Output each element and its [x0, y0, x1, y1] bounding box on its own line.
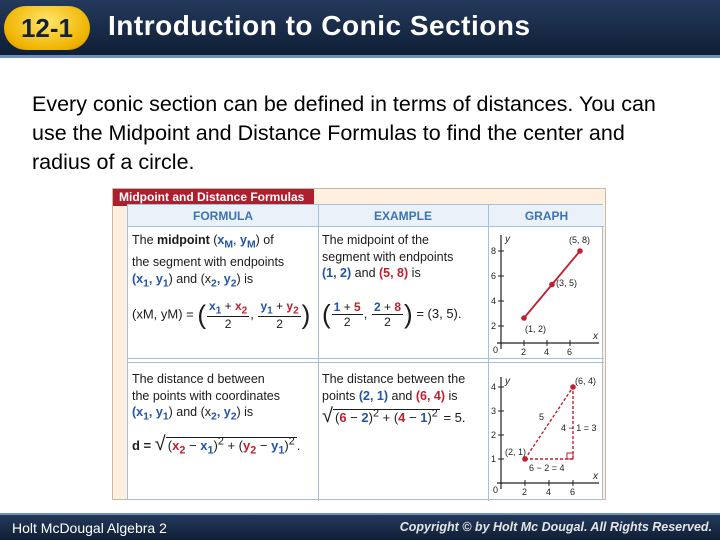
y-tick-label: 6 [491, 271, 497, 281]
footer-book-title: Holt McDougal Algebra 2 [12, 520, 167, 536]
point-label: (3, 5) [556, 278, 578, 288]
vertical-leg-label: 4 − 1 = 3 [561, 423, 597, 433]
midpoint-graph [491, 231, 603, 357]
formula-box [112, 188, 606, 500]
y-tick-label: 1 [491, 454, 497, 464]
intro-text: Every conic section can be defined in terms of distances. You can use the Midpoint and Distance Formulas to find the center and radius of a circle. [32, 92, 656, 174]
row-divider [128, 362, 604, 363]
point-label: (2, 1) [505, 447, 527, 457]
lesson-badge [4, 6, 90, 50]
y-tick-label: 2 [491, 430, 497, 440]
header-example: EXAMPLE [318, 205, 488, 227]
column-divider [318, 205, 319, 501]
y-tick-label: 4 [491, 382, 497, 392]
distance-example-text: The distance between the points (2, 1) and (6, 4) is [322, 372, 466, 403]
header-formula: FORMULA [128, 205, 318, 227]
column-divider [488, 205, 489, 501]
y-tick-label: 2 [491, 321, 497, 331]
footer-bar [0, 513, 720, 540]
y-axis-label: y [505, 376, 510, 387]
right-angle-mark [567, 453, 573, 459]
origin-label: 0 [493, 345, 499, 355]
midpoint-formula-math: (xM, yM) = ( $\frac{x_1 + x_2}{2}$ , $\frac{y_1 + y_2}{2}$ ) [132, 299, 311, 332]
lesson-title: Introduction to Conic Sections [108, 10, 531, 41]
midpoint-example-math: ( $\frac{1 + 5}{2}$ , $\frac{2 + 8}{2}$ ) = (3, 5). [322, 299, 462, 329]
distance-formula-math: d = √ $(x_2 - x_1)^2 + (y_2 - y_1)^2$ . [132, 433, 301, 457]
x-axis-label: x [593, 471, 598, 482]
point-5-8 [577, 248, 583, 254]
point-1-2 [521, 315, 527, 321]
x-tick-label: 6 [570, 487, 576, 497]
midpoint-example-text: The midpoint of the segment with endpoints (1, 2) and (5, 8) is [322, 233, 454, 280]
lesson-number: 12-1 [20, 13, 74, 43]
midpoint-formula-text: The midpoint ($x_M$, $y_M$) of the segment with endpoints ($x_1$, $y_1$) and ($x_2$, $y_2$) is [132, 233, 285, 289]
point-label: (1, 2) [525, 324, 547, 334]
distance-formula-text: The distance d between the points with coordinates ($x_1$, $y_1$) and ($x_2$, $y_2$) is [132, 372, 281, 423]
x-tick-label: 4 [546, 487, 552, 497]
x-tick-label: 4 [544, 347, 550, 357]
header-bar [0, 0, 720, 58]
point-label: (5, 8) [569, 235, 591, 245]
y-tick-label: 3 [491, 406, 497, 416]
y-tick-label: 8 [491, 246, 497, 256]
x-tick-label: 2 [521, 347, 527, 357]
x-axis-label: x [593, 331, 598, 342]
point-label: (6, 4) [575, 376, 597, 386]
point-3-5 [549, 282, 555, 288]
point-2-1 [522, 456, 528, 462]
footer-copyright: Copyright © by Holt Mc Dougal. All Rights Reserved. [399, 520, 712, 534]
origin-label: 0 [493, 485, 499, 495]
x-tick-label: 6 [567, 347, 573, 357]
distance-graph [491, 373, 603, 501]
header-graph: GRAPH [489, 205, 604, 227]
y-axis-label: y [505, 234, 510, 245]
formula-table [127, 204, 603, 500]
y-tick-label: 4 [491, 296, 497, 306]
distance-example-math: √ $(6 - 2)^2 + (4 - 1)^2 = 5$. [322, 405, 466, 427]
formula-box-title: Midpoint and Distance Formulas [113, 189, 314, 206]
x-tick-label: 2 [522, 487, 528, 497]
row-divider [128, 358, 604, 359]
hypotenuse-label: 5 [539, 412, 545, 422]
horizontal-leg-label: 6 − 2 = 4 [529, 463, 565, 473]
